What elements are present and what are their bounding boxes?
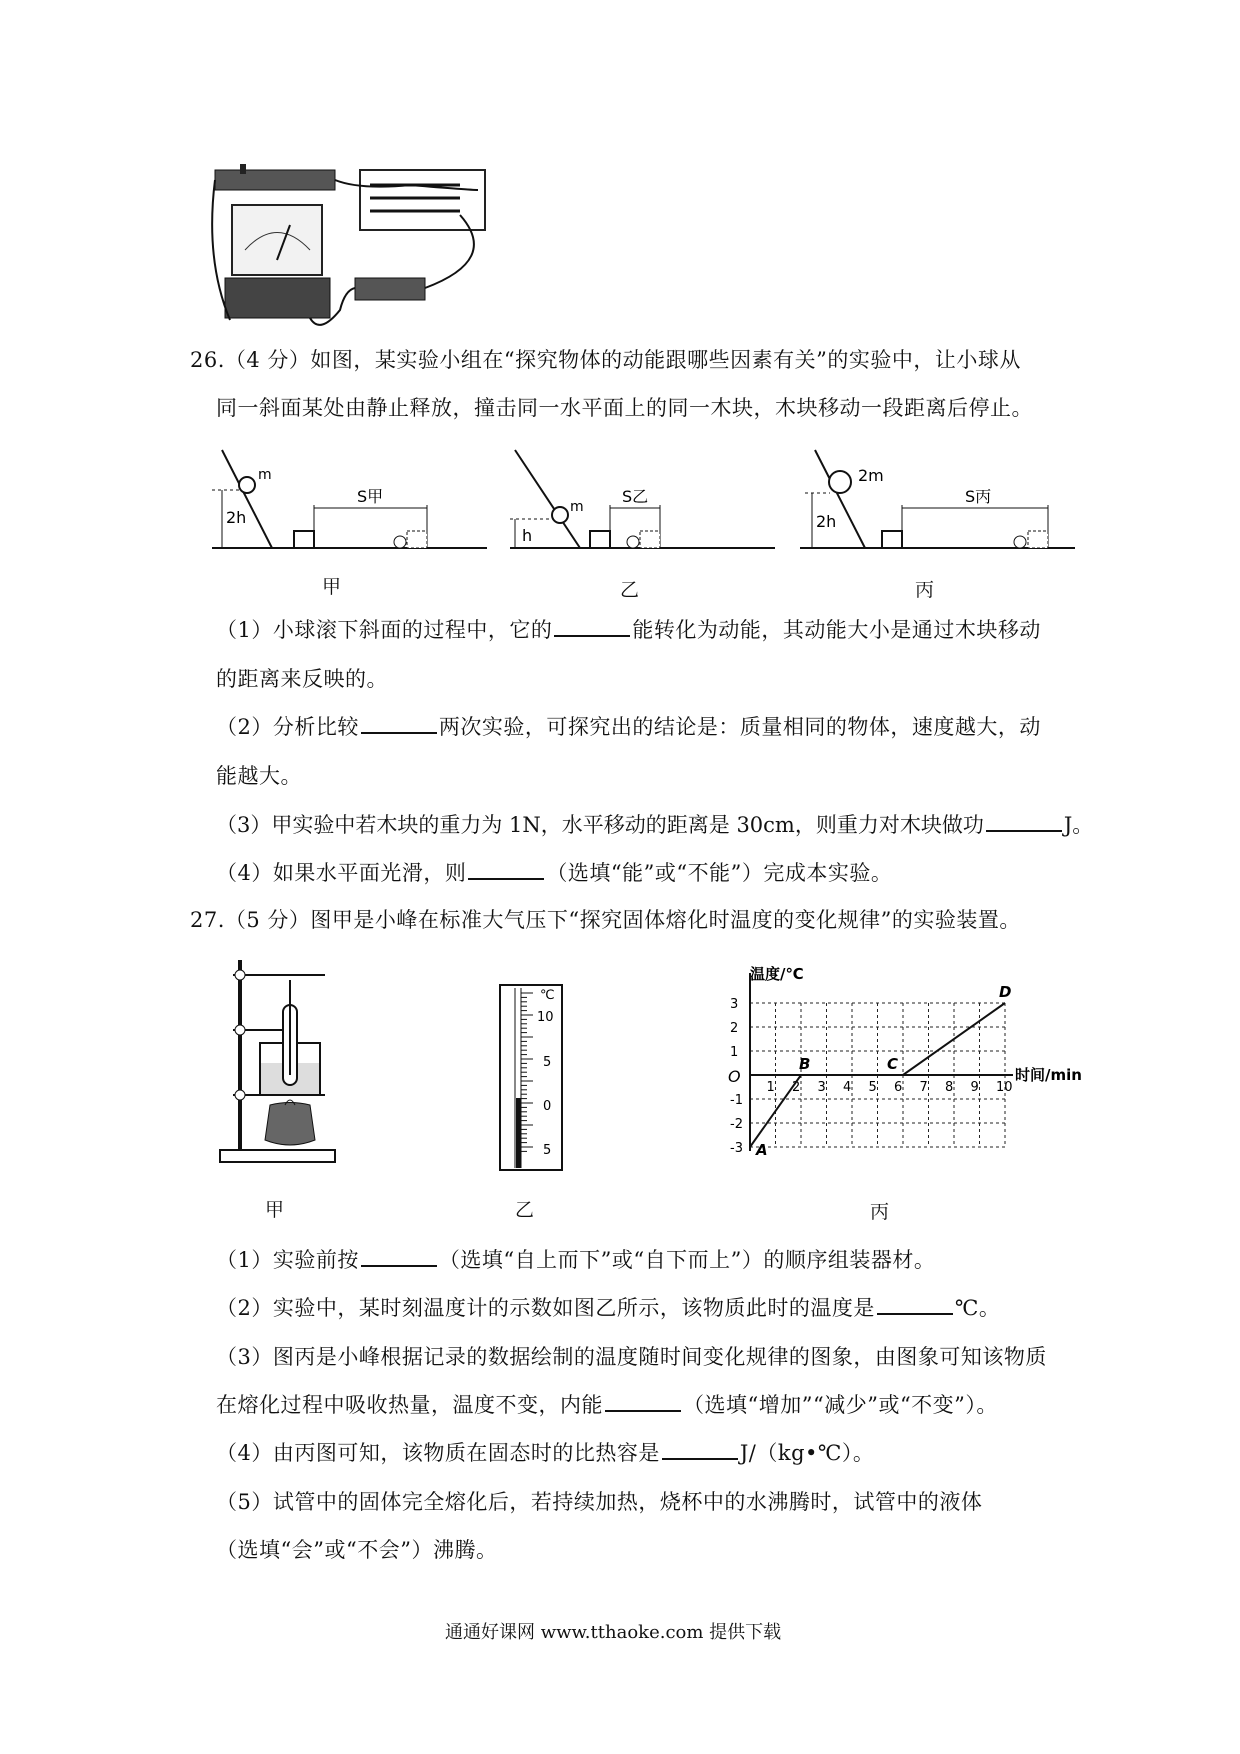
q26-p1-text-a: （1）小球滚下斜面的过程中，它的 (216, 618, 553, 642)
chart-x-tick-label: 3 (817, 1080, 826, 1095)
q26-p4-text-b: （选填“能”或“不能”）完成本实验。 (546, 861, 893, 885)
q26-part2 (216, 712, 1041, 742)
q27-caption-yi: 乙 (515, 1199, 535, 1221)
q27-p4-text-a: （4）由丙图可知，该物质在固态时的比热容是 (216, 1441, 660, 1465)
q27-p2-text-b: ℃。 (954, 1296, 1001, 1320)
q27-part3: （3）图丙是小峰根据记录的数据绘制的温度随时间变化规律的图象，由图象可知该物质 (216, 1345, 1047, 1369)
chart-x-tick-label: 7 (919, 1080, 928, 1095)
chart-x-tick-label: 1 (766, 1080, 775, 1095)
chart-x-tick-label: 6 (894, 1080, 903, 1095)
chart-y-tick-label: 3 (730, 997, 739, 1012)
q26-part4 (216, 858, 892, 888)
q27-caption-jia: 甲 (265, 1199, 285, 1221)
q27-p3-text-b: 在熔化过程中吸收热量，温度不变，内能 (216, 1393, 603, 1417)
q27-apparatus-figure (215, 955, 345, 1170)
q26-p2-blank[interactable] (361, 712, 437, 734)
q27-part1 (216, 1245, 935, 1275)
q27-part2 (216, 1293, 1000, 1323)
q26-intro-line2: 同一斜面某处由静止释放，撞击同一水平面上的同一木块，木块移动一段距离后停止。 (216, 396, 1033, 420)
chart-y-tick-label: -2 (730, 1117, 743, 1132)
q27-temperature-chart (730, 955, 1090, 1180)
q26-part1-cont: 的距离来反映的。 (216, 667, 388, 691)
chart-ylabel: 温度/℃ (750, 965, 804, 983)
q26-caption-bing: 丙 (915, 579, 935, 601)
chart-xlabel: 时间/min (1015, 1066, 1082, 1084)
q27-part5-cont: （选填“会”或“不会”）沸腾。 (216, 1538, 498, 1562)
q27-thermometer-figure (495, 983, 570, 1173)
q27-caption-bing: 丙 (870, 1201, 890, 1223)
chart-x-tick-label: 9 (970, 1080, 979, 1095)
q26-jia-mass-label: m (258, 467, 272, 483)
chart-point-label: A (756, 1141, 768, 1159)
q27-p4-text-b: J/（kg•℃）。 (739, 1441, 875, 1465)
q26-intro-line1: 26.（4 分）如图，某实验小组在“探究物体的动能跟哪些因素有关”的实验中，让小球从 (190, 348, 1021, 372)
q27-p2-blank[interactable] (877, 1293, 953, 1315)
q26-p2-text-b: 两次实验，可探究出的结论是：质量相同的物体，速度越大，动 (438, 715, 1041, 739)
q27-intro: 27.（5 分）图甲是小峰在标准大气压下“探究固体熔化时温度的变化规律”的实验装置。 (190, 908, 1021, 932)
q26-part3 (216, 810, 1093, 840)
chart-x-tick-label: 4 (843, 1080, 852, 1095)
q26-caption-jia: 甲 (322, 576, 342, 598)
q27-p1-text-b: （选填“自上而下”或“自下而上”）的顺序组装器材。 (438, 1248, 936, 1272)
chart-x-tick-label: 2 (792, 1080, 801, 1095)
thermometer-label-neg5: 5 (543, 1143, 552, 1158)
q27-p3-text-c: （选填“增加”“减少”或“不变”）。 (683, 1393, 998, 1417)
q26-caption-yi: 乙 (620, 579, 640, 601)
q26-yi-distance-label: S乙 (622, 487, 649, 506)
chart-y-tick-label: -1 (730, 1093, 743, 1108)
q27-p1-text-a: （1）实验前按 (216, 1248, 359, 1272)
thermometer-label-0: 0 (543, 1099, 552, 1114)
chart-point-label: B (799, 1055, 811, 1073)
thermometer-label-10: 10 (537, 1010, 554, 1025)
chart-y-tick-label: -3 (730, 1141, 743, 1156)
q26-p1-blank[interactable] (554, 615, 630, 637)
q26-p3-blank[interactable] (986, 810, 1062, 832)
q26-part2-cont: 能越大。 (216, 764, 302, 788)
q26-p1-text-b: 能转化为动能，其动能大小是通过木块移动 (632, 618, 1041, 642)
q26-figure-jia (212, 445, 492, 565)
q27-p2-text-a: （2）实验中，某时刻温度计的示数如图乙所示，该物质此时的温度是 (216, 1296, 875, 1320)
q26-yi-height-label: h (522, 526, 533, 545)
q27-part5: （5）试管中的固体完全熔化后，若持续加热，烧杯中的水沸腾时，试管中的液体 (216, 1490, 983, 1514)
q26-yi-mass-label: m (570, 499, 584, 515)
q26-bing-mass-label: 2m (858, 466, 884, 485)
q26-p3-text-b: J。 (1063, 813, 1094, 837)
q26-figure-bing (800, 445, 1080, 565)
q26-jia-distance-label: S甲 (357, 487, 384, 506)
q26-p2-text-a: （2）分析比较 (216, 715, 359, 739)
chart-x-tick-label: 5 (868, 1080, 877, 1095)
q26-p3-text-a: （3）甲实验中若木块的重力为 1N，水平移动的距离是 30cm，则重力对木块做功 (216, 813, 984, 837)
q26-bing-height-label: 2h (816, 512, 837, 531)
q26-p4-text-a: （4）如果水平面光滑，则 (216, 861, 467, 885)
circuit-figure (210, 160, 500, 335)
q27-p4-blank[interactable] (662, 1438, 738, 1460)
q26-bing-distance-label: S丙 (965, 487, 992, 506)
chart-point-label: D (999, 983, 1012, 1001)
chart-y-tick-label: 2 (730, 1021, 739, 1036)
chart-x-tick-label: 10 (996, 1080, 1013, 1095)
q26-part1 (216, 615, 1041, 645)
thermometer-label-5: 5 (543, 1055, 552, 1070)
thermometer-unit: ℃ (540, 988, 555, 1003)
q27-part3-cont (216, 1390, 998, 1420)
chart-y-tick-label: 1 (730, 1045, 739, 1060)
q27-p1-blank[interactable] (361, 1245, 437, 1267)
q26-p4-blank[interactable] (468, 858, 544, 880)
chart-point-label: C (887, 1055, 899, 1073)
q27-p3-blank[interactable] (605, 1390, 681, 1412)
page-footer: 通通好课网 www.tthaoke.com 提供下载 (445, 1622, 782, 1643)
q26-jia-height-label: 2h (226, 508, 247, 527)
q27-part4 (216, 1438, 874, 1468)
chart-origin-label: O (728, 1067, 741, 1086)
chart-x-tick-label: 8 (945, 1080, 954, 1095)
q26-figure-yi (510, 445, 780, 565)
